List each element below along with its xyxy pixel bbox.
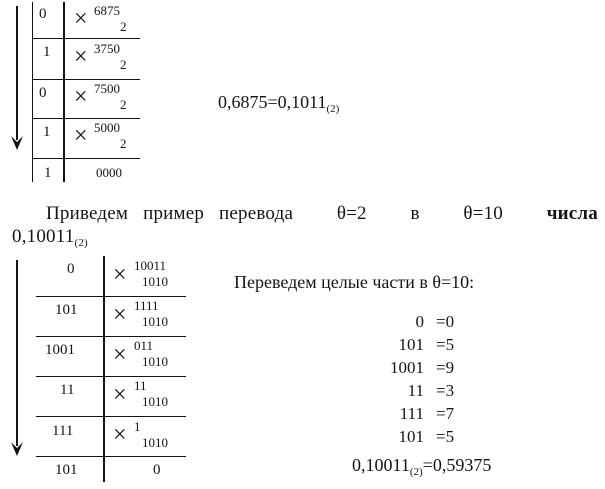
integer-binary: 101: [398, 427, 424, 446]
final-result-lhs: 0,10011: [352, 455, 410, 475]
table2-rule: [36, 296, 186, 297]
table1-multiplicand: 0000: [96, 165, 122, 180]
times-sign: ×: [113, 262, 127, 288]
table2-integer-cell: 111: [52, 423, 74, 439]
table1-integer-cell: 1: [43, 44, 51, 60]
times-sign: ×: [113, 302, 127, 328]
table2-integer-cell: 0: [67, 261, 75, 277]
paragraph-number-subscript: (2): [74, 237, 88, 249]
table1-multiplier: 2: [120, 57, 127, 72]
times-sign: ×: [74, 123, 88, 149]
integer-decimal: =5: [436, 335, 455, 354]
integer-decimal: =7: [436, 404, 455, 423]
paragraph-text: Приведем пример перевода: [46, 203, 294, 224]
paragraph-bold-word: числа: [546, 203, 598, 224]
table1-multiplicand: 5000: [94, 120, 120, 135]
times-sign: ×: [113, 342, 127, 368]
table1-multiplicand: 6875: [94, 3, 120, 18]
integer-row: [340, 404, 480, 427]
equation-1: [218, 92, 339, 113]
table1-multiplier: 2: [120, 97, 127, 112]
multiplication-table-2: [0, 250, 200, 485]
table1-divider: [63, 2, 65, 182]
table2-rule: [36, 416, 186, 417]
table2-rule: [36, 456, 186, 457]
table1-multiplier: 2: [120, 136, 127, 151]
integer-decimal: =3: [436, 381, 455, 400]
table1-integer-cell: 0: [39, 6, 47, 22]
down-arrow-shaft: [16, 260, 18, 446]
down-arrow-shaft: [16, 6, 18, 140]
table2-multiplier: 1010: [142, 354, 168, 369]
integer-row: [340, 381, 480, 404]
table1-integer-cell: 1: [44, 165, 52, 181]
integer-decimal: =9: [436, 358, 455, 377]
integer-row: [340, 312, 480, 335]
table2-rule: [36, 376, 186, 377]
table1-rule: [32, 79, 140, 80]
integer-binary: 11: [407, 381, 424, 400]
multiplication-table-1: [0, 0, 160, 190]
times-sign: ×: [113, 422, 127, 448]
integer-row: [340, 427, 480, 450]
table2-multiplier: 1010: [142, 314, 168, 329]
integer-binary: 111: [399, 404, 424, 423]
integers-heading: Переведем целые части в θ=10:: [234, 272, 475, 292]
table2-multiplier: 1010: [142, 394, 168, 409]
integers-list: [340, 312, 480, 450]
table1-integer-cell: 0: [39, 85, 47, 101]
paragraph-theta-2: θ=10: [463, 203, 503, 224]
times-sign: ×: [113, 382, 127, 408]
table2-multiplicand: 10011: [134, 258, 167, 273]
table1-multiplier: 2: [120, 19, 127, 34]
table1-left-border: [32, 2, 33, 182]
table2-multiplier: 1010: [142, 435, 168, 450]
times-sign: ×: [74, 44, 88, 70]
table2-rule: [36, 336, 186, 337]
integer-binary: 0: [415, 312, 424, 331]
table2-multiplicand: 0: [153, 462, 161, 478]
table2-multiplicand: 1111: [134, 298, 159, 313]
equation-1-subscript: (2): [326, 103, 340, 115]
table1-multiplicand: 3750: [94, 41, 120, 56]
table2-integer-cell: 11: [60, 382, 75, 398]
down-arrow-icon: [11, 442, 23, 461]
table2-divider: [103, 256, 105, 482]
table1-rule: [32, 158, 140, 159]
table2-multiplicand: 1: [134, 419, 141, 434]
paragraph-line-2: [12, 226, 88, 249]
final-result-rhs: =0,59375: [422, 455, 492, 475]
paragraph-number: 0,10011: [12, 226, 75, 247]
table1-rule: [32, 118, 140, 119]
times-sign: ×: [74, 84, 88, 110]
table1-multiplicand: 7500: [94, 81, 120, 96]
table2-integer-cell: 1001: [45, 342, 75, 358]
table2-multiplier: 1010: [142, 274, 168, 289]
integer-decimal: =5: [436, 427, 455, 446]
table2-multiplicand: 11: [134, 378, 147, 393]
down-arrow-icon: [11, 136, 23, 155]
integer-binary: 1001: [390, 358, 424, 377]
paragraph-theta-1: θ=2: [336, 203, 367, 224]
integer-row: [340, 335, 480, 358]
table1-integer-cell: 1: [43, 124, 51, 140]
paragraph-line-1: [46, 203, 598, 226]
table1-rule: [32, 38, 140, 39]
table2-integer-cell: 101: [55, 462, 78, 478]
paragraph-preposition: в: [410, 203, 420, 224]
integer-decimal: =0: [436, 312, 455, 331]
table2-multiplicand: 011: [134, 338, 154, 353]
integer-binary: 101: [398, 335, 424, 354]
equation-1-text: 0,6875=0,1011: [218, 92, 327, 112]
table2-integer-cell: 101: [55, 302, 78, 318]
integer-row: [340, 358, 480, 381]
final-result-subscript: (2): [409, 466, 423, 478]
final-result: [352, 455, 491, 476]
times-sign: ×: [74, 6, 88, 32]
